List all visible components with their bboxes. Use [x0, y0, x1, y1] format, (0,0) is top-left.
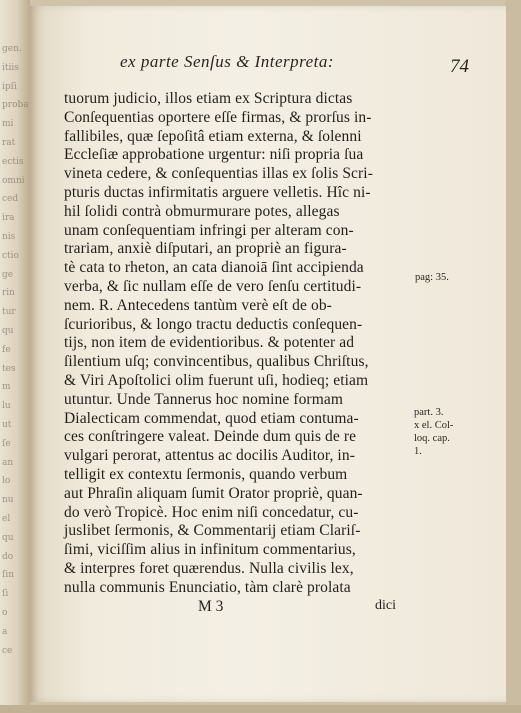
- text-line: ſilentium uſq; convincentibus, qualibus Chriſtus,: [64, 353, 369, 371]
- bleed-line: mi: [2, 119, 14, 130]
- bleed-line: tes: [2, 363, 16, 374]
- bleed-line: ctio: [2, 250, 19, 261]
- bleed-line: ut: [2, 419, 12, 430]
- book-edge-right: [505, 0, 521, 713]
- bleed-line: ſi: [2, 589, 9, 600]
- text-line: nulla communis Enunciatio, tàm clarè prolata: [64, 578, 351, 596]
- signature-mark: M 3: [198, 597, 224, 615]
- text-line: telligit ex contextu ſermonis, quando verbum: [64, 465, 348, 483]
- bleed-line: ced: [2, 194, 19, 205]
- bleed-line: ſin: [2, 570, 15, 581]
- page-number: 74: [450, 56, 469, 77]
- bleed-line: el: [2, 513, 11, 524]
- book-edge-bottom: [0, 705, 521, 713]
- text-line: Eccleſiæ approbatione urgentur: niſi propria ſua: [64, 146, 364, 164]
- bleed-line: itiis: [2, 62, 19, 73]
- bleed-line: qu: [2, 532, 14, 543]
- bleed-line: ce: [2, 645, 13, 656]
- bleed-line: an: [2, 457, 14, 468]
- bleed-line: ira: [2, 213, 15, 224]
- bleed-line: a: [2, 626, 8, 637]
- margin-note-pag: [415, 271, 449, 284]
- book-page: [30, 6, 506, 702]
- bleed-line: m: [2, 382, 11, 393]
- text-line: tijs, non item de evidentioribus. & potenter ad: [64, 334, 355, 352]
- bleed-line: ipſi: [2, 81, 17, 92]
- text-line: Dialecticam commendat, quod etiam contuma-: [64, 409, 359, 427]
- bleed-line: fe: [2, 344, 11, 355]
- text-line: do verò Tropicè. Hoc enim niſi concedatur, cu-: [64, 503, 359, 521]
- text-line: & interpres foret quærendus. Nulla civilis lex,: [64, 559, 354, 577]
- facing-page-bleed: [2, 40, 30, 660]
- text-line: ſimi, viciſſim alius in infinitum commentarius,: [64, 541, 356, 559]
- text-line: ces conſtringere valeat. Deinde dum quis de re: [64, 428, 357, 446]
- bleed-line: proba: [2, 100, 29, 111]
- bleed-line: qu: [2, 325, 14, 336]
- bleed-line: rin: [2, 288, 15, 299]
- text-line: vulgari perorat, attentus ac docilis Auditor, in-: [64, 447, 355, 465]
- bleed-line: tur: [2, 307, 16, 318]
- bleed-line: ge: [2, 269, 14, 280]
- margin-note-line: part. 3.: [414, 407, 444, 418]
- text-line: vineta cedere, & conſequentias illas ex ſolis Scri-: [64, 165, 373, 183]
- text-line: unam conſequentiam infringi per alteram con-: [64, 221, 354, 239]
- text-line: & Viri Apoſtolici olim fuerunt uſi, hodieq; etiam: [64, 371, 369, 389]
- bleed-line: lo: [2, 476, 11, 487]
- bleed-line: gen.: [2, 44, 22, 54]
- margin-note-line: x el. Col-: [414, 420, 454, 431]
- bleed-line: nu: [2, 495, 14, 506]
- text-line: aut Phraſin aliquam ſumit Orator propriè, quan-: [64, 484, 363, 502]
- margin-note-reference: [414, 406, 453, 458]
- text-line: tuorum judicio, illos etiam ex Scriptura dictas: [64, 90, 353, 107]
- catchword: dici: [375, 597, 396, 613]
- bleed-line: o: [2, 607, 8, 618]
- bleed-line: rat: [2, 137, 16, 148]
- bleed-line: lu: [2, 401, 11, 412]
- margin-note-line: loq. cap.: [414, 433, 450, 444]
- text-line: Conſequentias oportere eſſe firmas, & prorſus in-: [64, 108, 372, 126]
- margin-note-line: 1.: [414, 446, 422, 457]
- text-line: juslibet ſermonis, & Commentarij etiam Clariſ-: [64, 522, 361, 540]
- bleed-line: ſe: [2, 438, 11, 449]
- text-line: hil ſolidi contrà obmurmurare potes, allegas: [64, 202, 340, 220]
- text-line: fallibiles, quæ ſepoſitâ etiam externa, & ſolenni: [64, 127, 362, 145]
- bleed-line: omni: [2, 175, 25, 186]
- bleed-line: ectis: [2, 156, 24, 167]
- bleed-line: do: [2, 551, 14, 562]
- text-line: verba, & ſic nullam eſſe de vero ſenſu certitudi-: [64, 277, 362, 295]
- signature-row: [64, 598, 416, 617]
- bleed-line: nis: [2, 231, 16, 242]
- text-line: tè cata to rheton, an cata dianoiā ſint accipienda: [64, 259, 364, 277]
- running-head: ex parte Senſus & Interpreta:: [120, 52, 335, 71]
- text-line: nem. R. Antecedens tantùm verè eſt de ob-: [64, 296, 332, 314]
- body-text: [64, 90, 416, 616]
- text-line: pturis ductas infirmitatis arguere velletis. Hîc ni-: [64, 183, 371, 201]
- text-line: utuntur. Unde Tannerus hoc nomine formam: [64, 390, 343, 408]
- text-line: ſcurioribus, & longo tractu deductis conſequen-: [64, 315, 363, 333]
- margin-note-line: pag: 35.: [415, 272, 449, 283]
- text-line: trariam, anxiè diſputari, an propriè an figura-: [64, 240, 347, 258]
